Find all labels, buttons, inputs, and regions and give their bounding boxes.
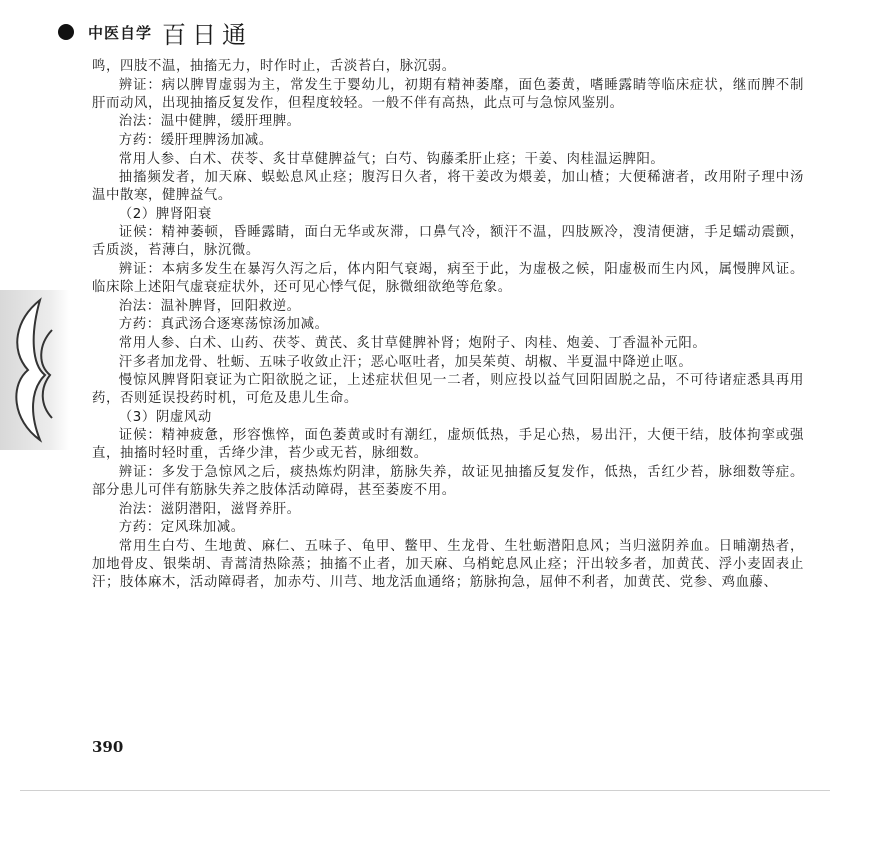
section-heading: （2）脾肾阳衰 xyxy=(118,206,212,222)
body-paragraph: 辨证：本病多发生在暴泻久泻之后，体内阳气衰竭，病至于此，为虚极之候，阳虚极而生内风，属慢脾风证。临床除上述阳气虚衰症状外，还可见心悸气促，脉微细欲绝等危象。 xyxy=(92,261,804,296)
body-paragraph: 辨证：多发于急惊风之后，痰热炼灼阴津，筋脉失养，故证见抽搐反复发作，低热，舌红少苔，脉细数等症。部分患儿可伴有筋脉失养之肢体活动障碍，甚至萎废不用。 xyxy=(92,464,804,499)
body-paragraph: 证候：精神疲惫，形容憔悴，面色萎黄或时有潮红，虚烦低热，手足心热，易出汗，大便干结，肢体拘挛或强直，抽搐时轻时重，舌绛少津，苔少或无苔，脉细数。 xyxy=(92,428,804,462)
page-header xyxy=(58,12,252,52)
body-paragraph: 抽搐频发者，加天麻、蜈蚣息风止痉；腹泻日久者，将干姜改为煨姜，加山楂；大便稀溏者，改用附子理中汤温中散寒，健脾益气。 xyxy=(92,170,804,204)
page-number: 390 xyxy=(92,738,124,756)
body-paragraph: 鸣，四肢不温，抽搐无力，时作时止，舌淡苔白，脉沉弱。 xyxy=(92,59,456,74)
body-paragraph: 方药：真武汤合逐寒荡惊汤加减。 xyxy=(118,317,329,333)
body-paragraph: 治法：温中健脾，缓肝理脾。 xyxy=(118,114,301,130)
section-heading: （3）阴虚风动 xyxy=(118,409,212,425)
body-paragraph: 证候：精神萎顿，昏睡露睛，面白无华或灰滞，口鼻气冷，额汗不温，四肢厥冷，溲清便溏，手足蠕动震颤，舌质淡，苔薄白，脉沉微。 xyxy=(92,225,804,259)
body-paragraph: 汗多者加龙骨、牡蛎、五味子收敛止汗；恶心呕吐者，加吴茱萸、胡椒、半夏温中降逆止呕。 xyxy=(118,354,693,370)
side-ornament-icon xyxy=(0,290,70,450)
body-paragraph: 治法：温补脾肾，回阳救逆。 xyxy=(118,298,301,314)
body-paragraph: 常用人参、白术、山药、茯苓、黄芪、炙甘草健脾补肾；炮附子、肉桂、炮姜、丁香温补元阳。 xyxy=(118,335,707,351)
bottom-divider xyxy=(20,790,830,791)
body-paragraph: 方药：定风珠加减。 xyxy=(118,520,245,536)
body-paragraph: 慢惊风脾肾阳衰证为亡阳欲脱之证，上述症状但见一二者，则应投以益气回阳固脱之品，不可待诸症悉具再用药，否则延误投药时机，可危及患儿生命。 xyxy=(92,373,804,407)
body-paragraph: 常用生白芍、生地黄、麻仁、五味子、龟甲、鳖甲、生龙骨、生牡蛎潜阳息风；当归滋阴养血。日晡潮热者，加地骨皮、银柴胡、青蒿清热除蒸；抽搐不止者，加天麻、乌梢蛇息风止痉；汗出较多者，加黄芪、浮小麦固表止汗；肢体麻木，活动障碍者，加赤芍、川芎、地龙活血通络；筋脉拘急，屈伸不利者，加黄芪、党参、鸡血藤、 xyxy=(92,538,804,591)
body-paragraph: 辨证：病以脾胃虚弱为主，常发生于婴幼儿，初期有精神萎靡，面色萎黄，嗜睡露睛等临床症状，继而脾不制肝而动风，出现抽搐反复发作，但程度较轻。一般不伴有高热，此点可与急惊风鉴别。 xyxy=(92,77,804,111)
header-bullet-icon xyxy=(58,24,74,40)
body-paragraph: 治法：滋阴潜阳，滋肾养肝。 xyxy=(118,501,301,517)
body-paragraph: 常用人参、白术、茯苓、炙甘草健脾益气；白芍、钩藤柔肝止痉；干姜、肉桂温运脾阳。 xyxy=(118,151,665,167)
body-paragraph: 方药：缓肝理脾汤加减。 xyxy=(118,132,273,148)
book-title: 百日通 xyxy=(162,20,253,49)
series-name: 中医自学 xyxy=(88,23,153,42)
page-body xyxy=(92,58,804,593)
